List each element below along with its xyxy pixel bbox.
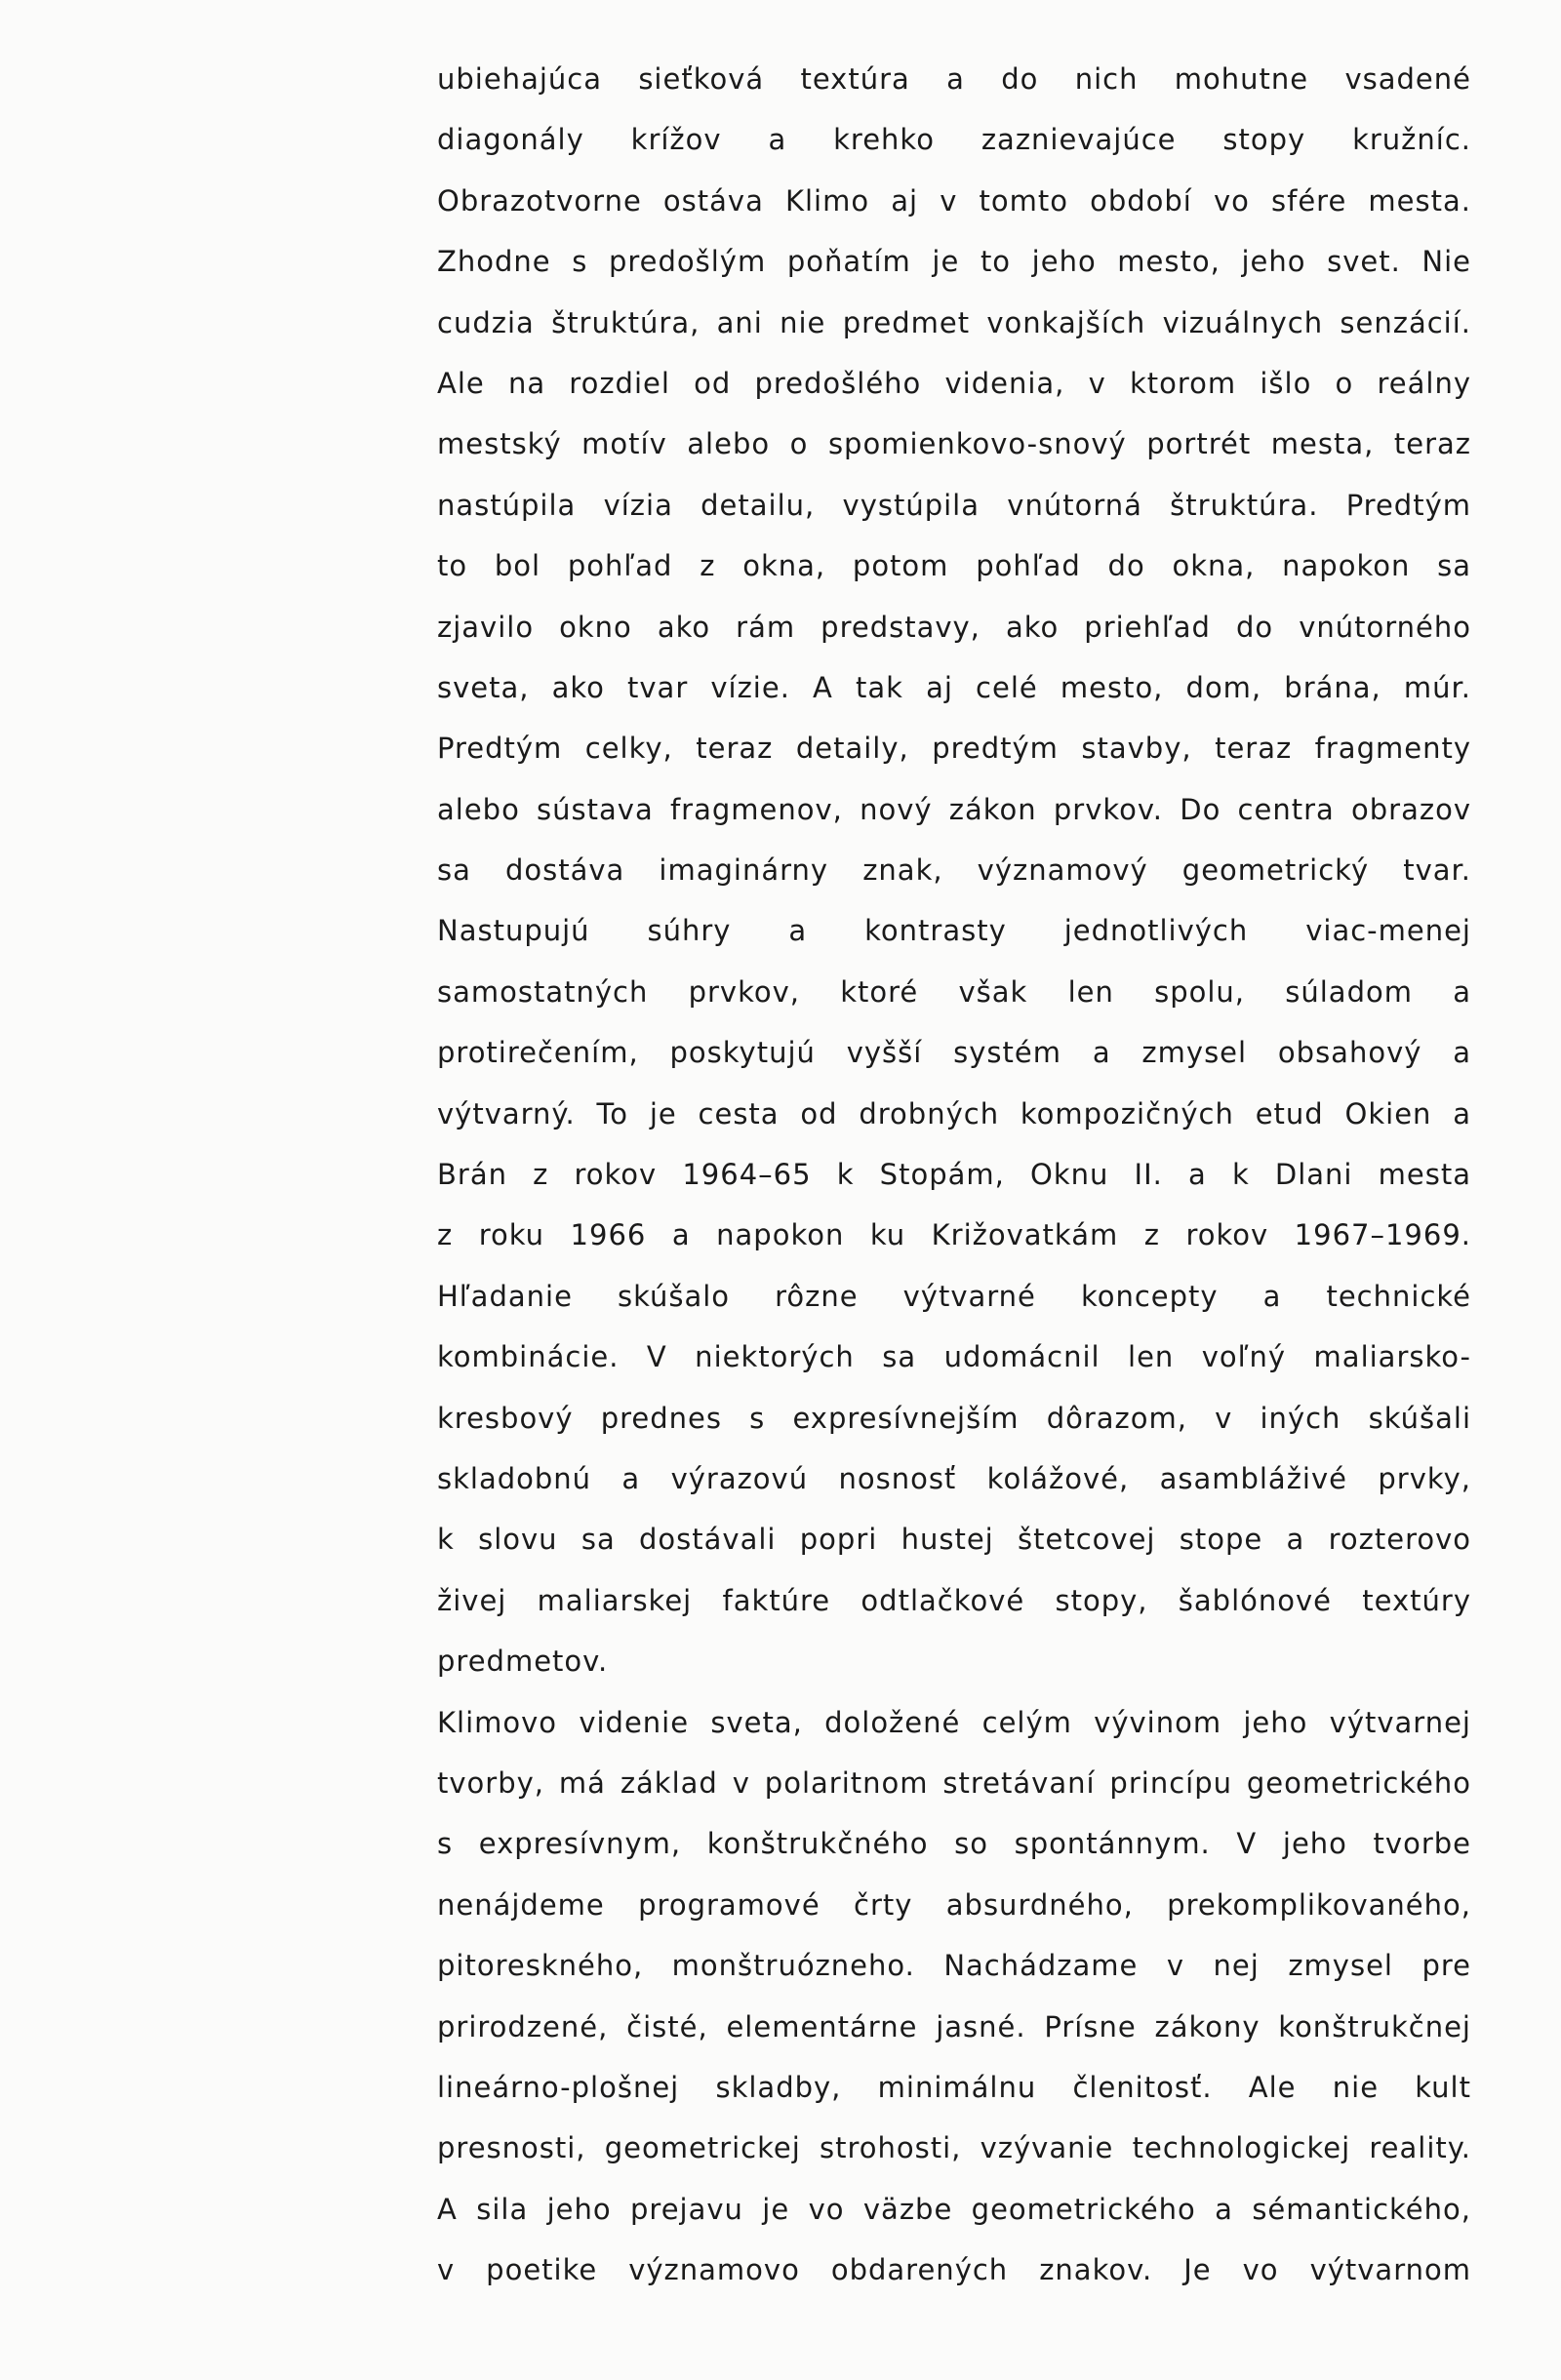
text-line-25: k slovu sa dostávali popri hustej štetcovej stope a rozterovo (437, 1523, 1471, 1557)
body-text (437, 49, 1471, 2300)
text-line-32: pitoreskného, monštruózneho. Nachádzame v nej zmysel pre (437, 1949, 1471, 1983)
text-line-30: s expresívnym, konštrukčného so spontánnym. V jeho tvorbe (437, 1827, 1471, 1861)
text-line-9: to bol pohľad z okna, potom pohľad do okna, napokon sa (437, 549, 1471, 583)
text-line-17: protirečením, poskytujú vyšší systém a zmysel obsahový a (437, 1036, 1471, 1070)
text-line-34: lineárno-plošnej skladby, minimálnu členitosť. Ale nie kult (437, 2070, 1471, 2104)
text-line-28: Klimovo videnie sveta, doložené celým vývinom jeho výtvarnej (437, 1705, 1471, 1739)
text-line-7: mestský motív alebo o spomienkovo-snový portrét mesta, teraz (437, 427, 1471, 461)
text-line-26: živej maliarskej faktúre odtlačkové stopy, šablónové textúry (437, 1583, 1471, 1617)
text-line-11: sveta, ako tvar vízie. A tak aj celé mesto, dom, brána, múr. (437, 670, 1471, 704)
text-line-2: diagonály krížov a krehko zaznievajúce stopy kružníc. (437, 123, 1471, 157)
text-line-18: výtvarný. To je cesta od drobných kompozičných etud Okien a (437, 1096, 1471, 1130)
text-line-5: cudzia štruktúra, ani nie predmet vonkajších vizuálnych senzácií. (437, 305, 1471, 339)
text-line-37: v poetike významovo obdarených znakov. Je vo výtvarnom (437, 2253, 1471, 2287)
text-line-10: zjavilo okno ako rám predstavy, ako priehľad do vnútorného (437, 610, 1471, 644)
text-line-20: z roku 1966 a napokon ku Križovatkám z rokov 1967–1969. (437, 1218, 1471, 1252)
text-line-13: alebo sústava fragmenov, nový zákon prvkov. Do centra obrazov (437, 792, 1471, 826)
text-line-15: Nastupujú súhry a kontrasty jednotlivých viac-menej (437, 914, 1471, 948)
text-line-33: prirodzené, čisté, elementárne jasné. Prísne zákony konštrukčnej (437, 2009, 1471, 2043)
text-line-24: skladobnú a výrazovú nosnosť kolážové, asambláživé prvky, (437, 1461, 1471, 1495)
text-line-3: Obrazotvorne ostáva Klimo aj v tomto období vo sfére mesta. (437, 183, 1471, 218)
text-line-27: predmetov. (437, 1645, 609, 1679)
text-line-8: nastúpila vízia detailu, vystúpila vnútorná štruktúra. Predtým (437, 488, 1471, 522)
text-line-19: Brán z rokov 1964–65 k Stopám, Oknu II. a k Dlani mesta (437, 1158, 1471, 1192)
text-line-31: nenájdeme programové črty absurdného, prekomplikovaného, (437, 1887, 1471, 1922)
text-line-1: ubiehajúca sieťková textúra a do nich mohutne vsadené (437, 62, 1471, 96)
text-line-29: tvorby, má základ v polaritnom stretávaní princípu geometrického (437, 1765, 1471, 1800)
text-line-14: sa dostáva imaginárny znak, významový geometrický tvar. (437, 853, 1471, 888)
text-line-12: Predtým celky, teraz detaily, predtým stavby, teraz fragmenty (437, 732, 1471, 766)
text-line-4: Zhodne s predošlým poňatím je to jeho mesto, jeho svet. Nie (437, 245, 1471, 279)
text-line-6: Ale na rozdiel od predošlého videnia, v ktorom išlo o reálny (437, 366, 1471, 400)
text-line-16: samostatných prvkov, ktoré však len spolu, súladom a (437, 974, 1471, 1009)
text-line-22: kombinácie. V niektorých sa udomácnil len voľný maliarsko- (437, 1340, 1471, 1374)
text-line-21: Hľadanie skúšalo rôzne výtvarné koncepty a technické (437, 1279, 1471, 1313)
text-line-35: presnosti, geometrickej strohosti, vzývanie technologickej reality. (437, 2131, 1471, 2165)
text-line-36: A sila jeho prejavu je vo väzbe geometrického a sémantického, (437, 2192, 1471, 2226)
text-line-23: kresbový prednes s expresívnejším dôrazom, v iných skúšali (437, 1401, 1471, 1435)
